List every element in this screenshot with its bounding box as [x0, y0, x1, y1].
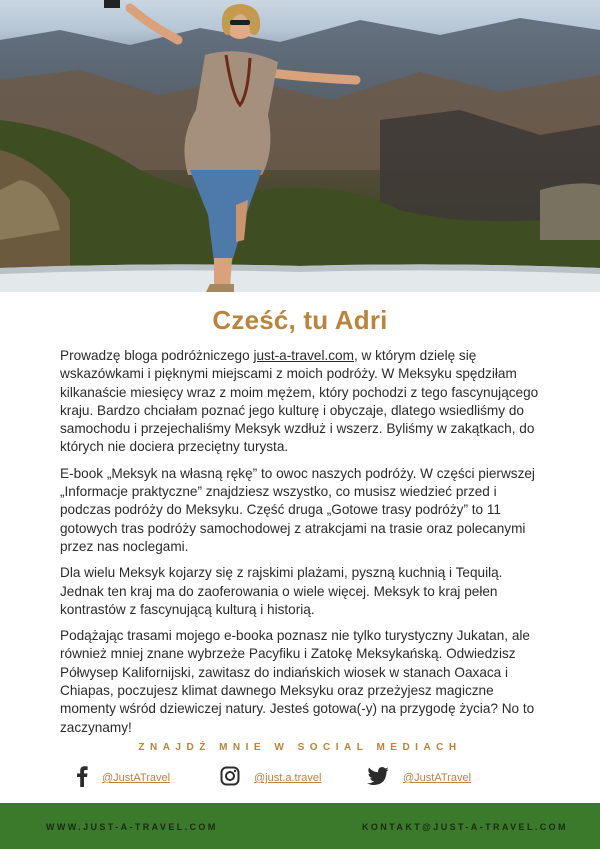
- blog-link[interactable]: just-a-travel.com: [253, 348, 354, 363]
- social-facebook[interactable]: [76, 766, 170, 790]
- hero-illustration: [0, 0, 600, 292]
- hero-photo: [0, 0, 600, 292]
- twitter-handle[interactable]: @JustATravel: [403, 772, 472, 784]
- footer-bar: [0, 803, 600, 849]
- routes-paragraph: Podążając trasami mojego e-booka poznasz nie tylko turystyczny Jukatan, ale również mniej znane wybrzeże Pacyfiku i Zatokę Meksykańską. Odwiedzisz Półwysep Kalifornijski, zawitasz do indiańskich wiosek w stanach Oaxaca i Chiapas, poczujesz klimat dawnego Meksyku oraz przeżyjesz magiczne momenty wśród dziewiczej natury. Jesteś gotowa(-y) na przygodę życia? No to zaczynamy!: [60, 628, 535, 735]
- facebook-icon: [76, 765, 88, 792]
- intro-paragraph: [60, 347, 550, 457]
- facebook-handle[interactable]: @JustATravel: [102, 772, 171, 784]
- intro-before-link: Prowadzę bloga podróżniczego: [60, 348, 254, 363]
- footer-website-link[interactable]: WWW.JUST-A-TRAVEL.COM: [46, 822, 218, 832]
- intro-after-link: , w którym dzielę się wskazówkami i pięknymi miejscami z moich podróży. W Meksyku spędziłam kilkanaście miesięcy wraz z moim mężem, który pochodzi z tego fascynującego kraju. Bardzo chciałam poznać jego kulturę i obyczaje, dlatego wsiedliśmy do samochodu i przejechaliśmy Meksyk wzdłuż i wszerz. Byliśmy w zakątkach, do których nie dociera przeciętny turysta.: [60, 348, 539, 455]
- mexico-paragraph: Dla wielu Meksyk kojarzy się z rajskimi plażami, pyszną kuchnią i Tequilą. Jednak ten kraj ma do zaoferowania o wiele więcej. Meksyk to kraj pełen kontrastów z fascynującą kulturą i historią.: [60, 565, 503, 617]
- intro-text: [60, 347, 550, 745]
- instagram-icon: [220, 766, 240, 791]
- social-instagram[interactable]: [220, 766, 321, 790]
- instagram-handle[interactable]: @just.a.travel: [254, 772, 322, 784]
- social-heading: ZNAJDŹ MNIE W SOCIAL MEDIACH: [138, 742, 462, 753]
- twitter-icon: [367, 767, 389, 790]
- social-twitter[interactable]: [367, 766, 471, 790]
- footer-email-link[interactable]: KONTAKT@JUST-A-TRAVEL.COM: [362, 822, 568, 832]
- ebook-paragraph: E-book „Meksyk na własną rękę” to owoc naszych podróży. W części pierwszej „Informacje praktyczne” znajdziesz wszystko, co musisz wiedzieć przed i podczas podróży do Meksyku. Część druga „Gotowe trasy podróży” to 11 gotowych tras podróży samochodowej z atrakcjami na trasie oraz polecanymi przez nas noclegami.: [60, 465, 535, 554]
- page-title: Cześć, tu Adri: [212, 305, 388, 335]
